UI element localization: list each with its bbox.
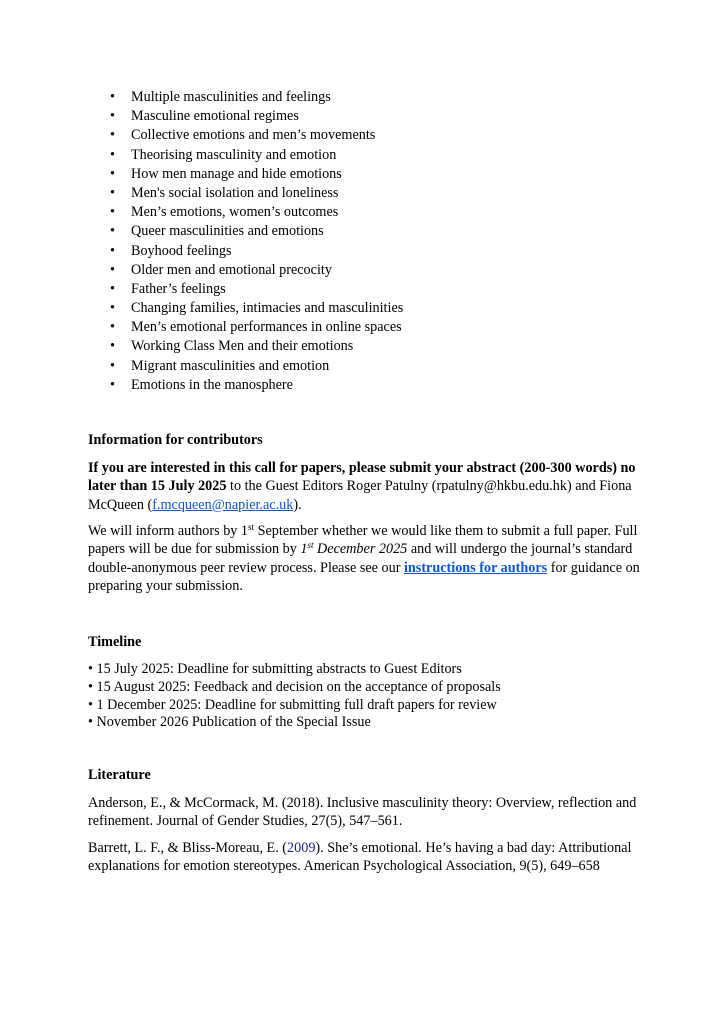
bullet-icon: •: [110, 300, 115, 317]
reference-item: Anderson, E., & McCormack, M. (2018). Inclusive masculinity theory: Overview, reflection and refinement. Journal of Gender Studies, 27(5), 547–561.: [88, 795, 637, 830]
bullet-icon: •: [110, 165, 115, 182]
bullet-icon: •: [110, 338, 115, 355]
list-item: • Emotions in the manosphere: [88, 376, 648, 395]
list-item: • Masculine emotional regimes: [88, 107, 648, 126]
timeline-item: • 15 July 2025: Deadline for submitting abstracts to Guest Editors: [88, 661, 462, 677]
timeline-item: • 15 August 2025: Feedback and decision on the acceptance of proposals: [88, 678, 501, 695]
list-item: • Father’s feelings: [88, 280, 648, 299]
bullet-icon: •: [110, 223, 115, 240]
list-item: • Migrant masculinities and emotion: [88, 357, 648, 376]
contributors-paragraph-1: If you are interested in this call for papers, please submit your abstract (200-300 words) no later than 15 July 2025 to the Guest Editors Roger Patulny (rpatulny@hkbu.edu.hk) and Fiona McQueen (f.mcqueen@napier.ac.uk).: [88, 460, 636, 513]
bullet-icon: •: [110, 204, 115, 221]
reference-item: Barrett, L. F., & Bliss-Moreau, E. (2009). She’s emotional. He’s having a bad day: Attributional explanations for emotion stereotypes. American Psychological Association, 9(5), 649–658: [88, 840, 632, 875]
bullet-icon: •: [110, 146, 115, 163]
bullet-icon: •: [110, 108, 115, 125]
topics-list: [88, 88, 648, 395]
list-item: • Queer masculinities and emotions: [88, 222, 648, 241]
email-link[interactable]: f.mcqueen@napier.ac.uk: [152, 496, 294, 513]
bullet-icon: •: [110, 280, 115, 297]
timeline-list: [88, 661, 501, 732]
list-item: • Changing families, intimacies and masculinities: [88, 299, 648, 318]
timeline-item: • November 2026 Publication of the Special Issue: [88, 714, 371, 731]
contributors-paragraph-2: We will inform authors by 1st September whether we would like them to submit a full paper. Full papers will be due for submission by 1st December 2025 and will undergo the journal’s standard double-anonymous peer review process. Please see our instructions for authors for guidance on preparing your submission.: [88, 522, 640, 594]
list-item: • Men’s emotional performances in online spaces: [88, 318, 648, 337]
instructions-for-authors-link[interactable]: instructions for authors: [403, 559, 548, 576]
timeline-heading: Timeline: [88, 634, 142, 650]
list-item: • Men’s emotions, women’s outcomes: [88, 203, 648, 222]
bullet-icon: •: [110, 261, 115, 278]
list-item: • Boyhood feelings: [88, 242, 648, 261]
bullet-icon: •: [110, 89, 115, 105]
contributors-heading: Information for contributors: [88, 432, 263, 448]
bullet-icon: •: [110, 357, 115, 374]
bullet-icon: •: [110, 242, 115, 259]
bullet-icon: •: [110, 127, 115, 144]
list-item: • Men's social isolation and loneliness: [88, 184, 648, 203]
list-item: • Working Class Men and their emotions: [88, 337, 648, 356]
bullet-icon: •: [110, 184, 115, 201]
bullet-icon: •: [110, 319, 115, 336]
list-item: • Older men and emotional precocity: [88, 261, 648, 280]
list-item: • Multiple masculinities and feelings: [88, 88, 648, 107]
bullet-icon: •: [110, 376, 115, 393]
literature-heading: Literature: [88, 767, 151, 783]
timeline-item: • 1 December 2025: Deadline for submitting full draft papers for review: [88, 696, 497, 713]
year-link[interactable]: 2009: [287, 840, 316, 856]
list-item: • Collective emotions and men’s movements: [88, 126, 648, 145]
list-item: • How men manage and hide emotions: [88, 165, 648, 184]
list-item: • Theorising masculinity and emotion: [88, 146, 648, 165]
